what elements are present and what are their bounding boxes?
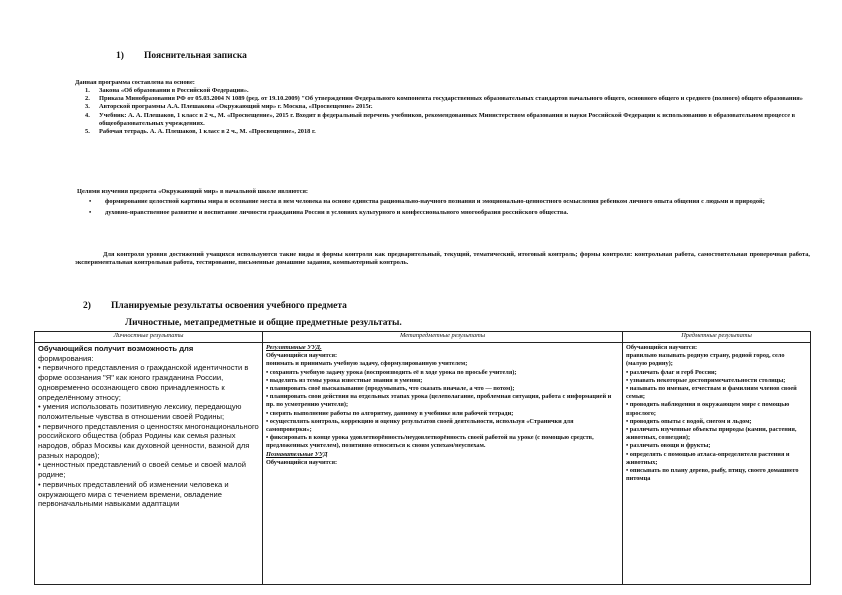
section2-number: 2): [83, 301, 91, 311]
col2-heading: Регулятивные УУД.: [266, 344, 322, 351]
header-subject: Предметные результаты: [623, 332, 811, 343]
section2-title: Планируемые результаты освоения учебного предмета: [111, 301, 347, 311]
list-item: • узнавать некоторые достопримечательности столицы;: [626, 376, 786, 384]
header-personal: Личностные результаты: [35, 332, 263, 343]
cell-metasubject: [263, 343, 623, 585]
list-item: • выделять из темы урока известные знания и умения;: [266, 376, 423, 384]
list-item: • первичных представлений об изменении человека и окружающего мира с течением времени, овладение первоначальными навыками адаптации: [38, 479, 229, 509]
list-item: • планировать свои действия на отдельных этапах урока (целеполагание, проблемная ситуация, работа с информацией и пр. по усмотрению учителя);: [266, 393, 612, 409]
section1-heading: [116, 51, 247, 61]
col2-lead: Обучающийся научится:: [266, 352, 338, 360]
table-header-row: [35, 332, 811, 343]
bullet-icon: •: [89, 209, 92, 217]
list-item: 2. Приказа Минобразования РФ от 05.03.2004 N 1089 (ред. от 19.10.2009) "Об утверждении Федерального компонента государственных образовательных стандартов начального общего, основного общего и среднего (полного) общего образования»: [85, 95, 803, 103]
col3-lead: Обучающийся научится:: [626, 344, 698, 351]
section1-number: 1): [116, 51, 124, 61]
goals-list: [75, 198, 810, 217]
list-item: • называть по именам, отчествам и фамилиям членов своей семьи;: [626, 385, 797, 401]
table-row: [35, 343, 811, 585]
header-metasubject: Метапредметные результаты: [263, 332, 623, 343]
list-item: • проводить наблюдения в окружающем мире с помощью взрослого;: [626, 401, 790, 417]
col2-heading2: Познавательные УУД: [266, 450, 328, 458]
list-item: • описывать по плану дерево, рыбу, птицу, своего домашнего питомца: [626, 467, 799, 483]
bullet-icon: •: [89, 198, 92, 205]
list-item: • определять с помощью атласа-определителя растения и животных;: [626, 450, 790, 466]
list-item: • различать овощи и фрукты;: [626, 442, 711, 450]
list-item: 4. Учебник: А. А. Плешаков, 1 класс в 2 ч., М. «Просвещение», 2015 г. Входит в федеральный перечень учебников, рекомендованных Министерством образования и науки Российской Федерации к использованию в образовательном процессе в общеобразовательных учреждениях.: [85, 111, 796, 127]
list-item: понимать и принимать учебную задачу, сформулированную учителем;: [266, 360, 468, 368]
col2-lead2: Обучающийся научится:: [266, 458, 338, 466]
list-item: 5. Рабочая тетрадь. А. А. Плешаков, 1 класс в 2 ч., М. «Просвещение», 2018 г.: [85, 128, 316, 136]
results-table: [34, 331, 811, 585]
list-item: • различать изученные объекты природы (камни, растения, животных, созвездия);: [626, 426, 797, 442]
list-item: • духовно-нравственное развитие и воспитание личности гражданина России в условиях культурного и конфессионального многообразия российского общества.: [89, 209, 569, 217]
list-item: 3. Авторской программы А.А. Плешакова «Окружающий мир» г. Москва, «Просвещение» 2015г.: [85, 103, 373, 111]
cell-personal: [35, 343, 263, 585]
basis-intro: Данная программа составлена на основе:: [75, 79, 195, 86]
basis-list: [75, 87, 810, 136]
list-item: формирования:: [38, 353, 94, 363]
section2-subtitle: Личностные, метапредметные и общие предметные результаты.: [125, 318, 402, 328]
list-item: • планировать своё высказывание (продумывать, что сказать вначале, а что — потом);: [266, 385, 515, 393]
list-item: • различать флаг и герб России;: [626, 368, 717, 376]
section2-heading: [83, 301, 347, 311]
list-item: правильно называть родную страну, родной город, село (малую родину);: [626, 352, 785, 368]
list-item: • сохранять учебную задачу урока (воспроизводить её в ходе урока по просьбе учителя);: [266, 368, 517, 376]
list-item: • проводить опыты с водой, снегом и льдом;: [626, 417, 752, 425]
section1-title: Пояснительная записка: [144, 51, 247, 61]
control-paragraph: Для контроля уровня достижений учащихся используются такие виды и формы контроля как предварительный, текущий, тематический, итоговый контроль; формы контроля: контрольная работа, самостоятельная проверочная работа, экспериментальная контрольная работа, тестирование, письменные домашние задания, компьютерный контроль.: [75, 251, 810, 267]
list-item: • первичного представления о гражданской идентичности в форме осознания "Я" как юного гражданина России, одновременно осознающего свою принадлежность к определённому этносу;: [38, 363, 249, 402]
list-item: • ценностных представлений о своей семье и своей малой родине;: [38, 460, 246, 480]
list-item: • сверять выполнение работы по алгоритму, данному в учебнике или рабочей тетради;: [266, 409, 514, 417]
list-item: • формирование целостной картины мира и осознание места в нем человека на основе единства рационально-научного познания и эмоционально-ценностного осмысления ребенком личного опыта общения с людьми и природой;: [89, 198, 765, 205]
list-item: • фиксировать в конце урока удовлетворённость/неудовлетворённость своей работой на уроке (с помощью средств, предложенных учителем), позитивно относиться к своим успехам/неуспехам.: [266, 434, 594, 450]
list-item: • умения использовать позитивную лексику, передающую положительные чувства в отношении своей Родины;: [38, 402, 242, 421]
col1-lead: Обучающийся получит возможность для: [38, 344, 194, 353]
list-item: • первичного представления о ценностях многонационального российского общества (образ Родины как семья разных народов, образ Москвы как духовной ценности, важной для разных народов);: [38, 421, 259, 460]
list-item: 1. Закона «Об образовании в Российской Федерации».: [85, 87, 249, 94]
goals-title: Целями изучения предмета «Окружающий мир» в начальной школе являются:: [77, 188, 309, 195]
list-item: • осуществлять контроль, коррекцию и оценку результатов своей деятельности, используя «Странички для самопроверки»;: [266, 417, 574, 434]
cell-subject: [623, 343, 811, 585]
